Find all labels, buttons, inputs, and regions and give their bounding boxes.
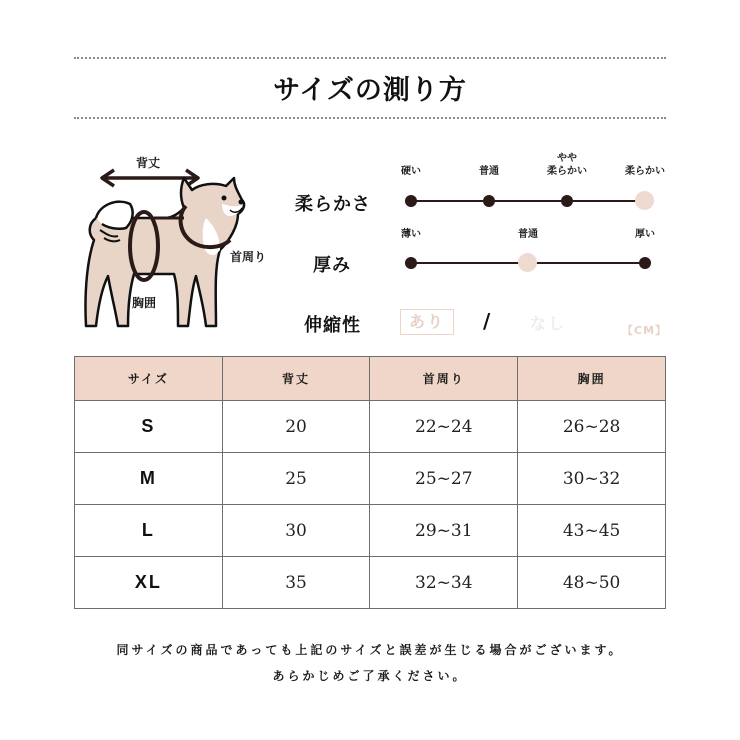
table-row (75, 557, 666, 609)
thickness-scale-thick: 厚い (635, 229, 655, 240)
cell-neck: 32~34 (370, 557, 518, 609)
cell-size: S (75, 401, 223, 453)
softness-dot-slightly-soft (561, 195, 573, 207)
cell-back-length: 20 (222, 401, 370, 453)
softness-scale-hard: 硬い (401, 166, 421, 177)
cell-back-length: 25 (222, 453, 370, 505)
header-back-length: 背丈 (222, 357, 370, 401)
dog-illustration-icon (74, 148, 284, 338)
thickness-dot-thick (639, 257, 651, 269)
divider-top (74, 57, 666, 59)
disclaimer-line-2: あらかじめご了承ください。 (272, 669, 468, 683)
stretch-yes-selected: あり (400, 309, 454, 335)
size-table (74, 356, 666, 609)
cell-chest: 43~45 (518, 505, 666, 557)
cell-chest: 26~28 (518, 401, 666, 453)
chest-label: 胸囲 (132, 296, 157, 310)
cell-back-length: 35 (222, 557, 370, 609)
thickness-scale-thin: 薄い (401, 229, 421, 240)
header-size: サイズ (75, 357, 223, 401)
softness-scale-normal: 普通 (479, 166, 499, 177)
disclaimer-line-1: 同サイズの商品であっても上記のサイズと誤差が生じる場合がございます。 (116, 643, 624, 657)
stretch-separator: / (483, 309, 491, 333)
cell-size: XL (75, 557, 223, 609)
header-chest: 胸囲 (518, 357, 666, 401)
thickness-label: 厚み (313, 255, 351, 276)
header-neck: 首周り (370, 357, 518, 401)
table-header-row (75, 357, 666, 401)
softness-scale-slightly: やや (557, 153, 577, 164)
softness-dot-normal (483, 195, 495, 207)
thickness-dot-thin (405, 257, 417, 269)
thickness-dot-normal-selected (518, 253, 537, 272)
cell-neck: 25~27 (370, 453, 518, 505)
cell-neck: 29~31 (370, 505, 518, 557)
softness-dot-hard (405, 195, 417, 207)
cell-chest: 30~32 (518, 453, 666, 505)
cell-size: M (75, 453, 223, 505)
stretch-label: 伸縮性 (304, 315, 361, 336)
dog-measurement-diagram (74, 148, 284, 338)
softness-scale-slightly-soft: 柔らかい (547, 166, 587, 177)
softness-scale-soft: 柔らかい (625, 166, 665, 177)
thickness-scale-normal: 普通 (518, 229, 538, 240)
back-length-label: 背丈 (136, 156, 161, 170)
divider-bottom (74, 117, 666, 119)
softness-scale-track (411, 200, 645, 202)
stretch-no: なし (530, 314, 567, 333)
cell-size: L (75, 505, 223, 557)
table-row (75, 505, 666, 557)
neck-label: 首周り (230, 250, 267, 264)
cell-back-length: 30 (222, 505, 370, 557)
cell-chest: 48~50 (518, 557, 666, 609)
table-row (75, 401, 666, 453)
page-title: サイズの測り方 (273, 75, 467, 106)
unit-label: 【CM】 (622, 324, 668, 337)
table-row (75, 453, 666, 505)
softness-label: 柔らかさ (295, 194, 371, 215)
cell-neck: 22~24 (370, 401, 518, 453)
softness-dot-soft-selected (635, 191, 654, 210)
